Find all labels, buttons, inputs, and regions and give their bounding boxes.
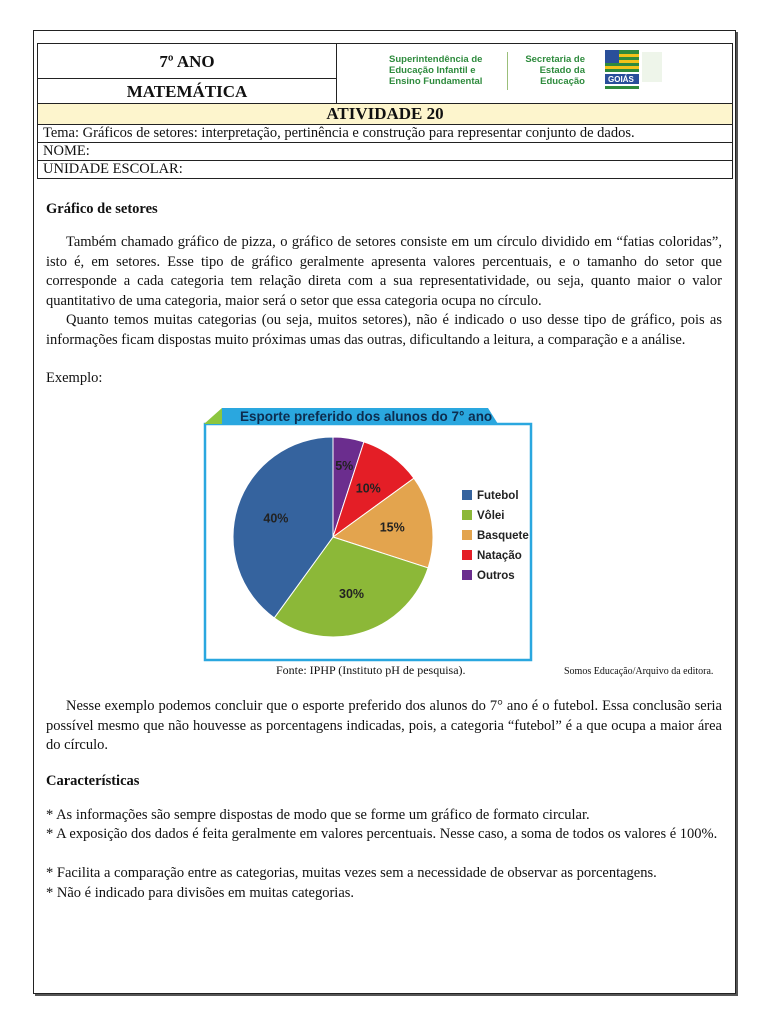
logo-superintendencia — [389, 54, 482, 87]
bullet-2: * A exposição dos dados é feita geralmente em valores percentuais. Nesse caso, a soma de todos os valores é 100%. — [46, 826, 718, 842]
legend-swatch-vôlei — [462, 510, 472, 520]
legend-swatch-natação — [462, 550, 472, 560]
pie-chart — [200, 404, 534, 662]
heading-characteristics: Características — [46, 773, 140, 789]
bullet-1: * As informações são sempre dispostas de modo que se forme um gráfico de formato circular. — [46, 807, 590, 823]
legend-label-vôlei: Vôlei — [477, 510, 505, 522]
example-label: Exemplo: — [46, 370, 103, 386]
heading-pie-chart: Gráfico de setores — [46, 201, 158, 217]
logos-cell — [337, 44, 733, 104]
paragraph-1: Também chamado gráfico de pizza, o gráfico de setores consiste em um círculo dividido em “fatias coloridas”, isto é, em setores. Esse tipo de gráfico geralmente apresenta valores percentuais, e o tamanho do setor que corresponde a cada categoria tem relação direta com a sua representatividade, ou seja, quanto maior o valor quantitativo de uma categoria, maior será o setor que essa categoria ocupa no círculo. — [46, 234, 722, 309]
legend-label-natação: Natação — [477, 550, 522, 562]
pie-label-futebol: 40% — [263, 511, 289, 526]
bullet-4: * Não é indicado para divisões em muitas categorias. — [46, 885, 355, 901]
logo-sec-line2: Estado da — [539, 65, 585, 76]
legend-swatch-futebol — [462, 490, 472, 500]
school-row[interactable]: UNIDADE ESCOLAR: — [38, 161, 733, 179]
legend-label-futebol: Futebol — [477, 490, 519, 502]
activity-title: ATIVIDADE 20 — [38, 104, 733, 125]
grade-cell: 7º ANO — [38, 44, 337, 79]
chart-title-tab-corner — [204, 408, 222, 424]
legend-swatch-basquete — [462, 530, 472, 540]
goias-flag-icon — [605, 50, 665, 92]
header-table — [37, 43, 733, 179]
pie-chart-svg — [200, 404, 534, 662]
legend-label-basquete: Basquete — [477, 530, 529, 542]
chart-credit: Somos Educação/Arquivo da editora. — [564, 666, 714, 677]
logo-sec-line3: Educação — [540, 76, 585, 87]
pie-label-vôlei: 30% — [339, 587, 365, 602]
chart-source: Fonte: IPHP (Instituto pH de pesquisa). — [276, 663, 466, 677]
goias-text: GOIÁS — [608, 75, 634, 84]
paragraph-3: Nesse exemplo podemos concluir que o esporte preferido dos alunos do 7° ano é o futebol. Essa conclusão seria possível mesmo que não houvesse as porcentagens indicadas, pois, a categoria “futebol” é a que ocupa a maior área do círculo. — [46, 698, 722, 753]
logo-sup-line1: Superintendência de — [389, 54, 483, 65]
goias-logo — [605, 50, 665, 92]
legend-swatch-outros — [462, 570, 472, 580]
name-row[interactable]: NOME: — [38, 143, 733, 161]
paragraph-2: Quanto temos muitas categorias (ou seja, muitos setores), não é indicado o uso desse tipo de gráfico, pois as informações ficam dispostas muito próximas umas das outras, dificultando a leitura, a comparação e a análise. — [46, 312, 722, 348]
pie-label-natação: 10% — [355, 481, 381, 496]
logo-sec-line1: Secretaria de — [525, 54, 585, 65]
bullet-3: * Facilita a comparação entre as categorias, muitas vezes sem a necessidade de observar as porcentagens. — [46, 865, 657, 881]
logo-sup-line2: Educação Infantil e — [389, 65, 476, 76]
pie-label-basquete: 15% — [379, 520, 405, 535]
logo-divider — [507, 52, 508, 90]
logo-sup-line3: Ensino Fundamental — [389, 76, 483, 87]
theme-row: Tema: Gráficos de setores: interpretação, pertinência e construção para representar conjunto de dados. — [38, 125, 733, 143]
logo-secretaria — [515, 54, 585, 87]
chart-title: Esporte preferido dos alunos do 7° ano — [240, 409, 493, 424]
subject-cell: MATEMÁTICA — [38, 79, 337, 104]
pie-label-outros: 5% — [335, 458, 354, 473]
legend-label-outros: Outros — [477, 570, 515, 582]
